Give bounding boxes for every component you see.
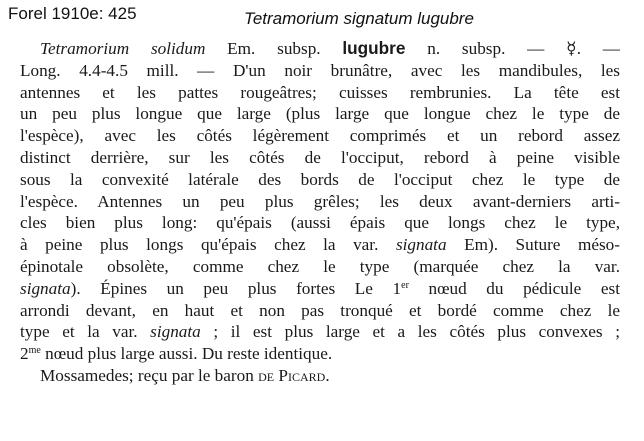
- text-line-15: $2^{me}$ nœud plus large aussi. Du reste identique.: [20, 344, 333, 364]
- description-text: [20, 38, 620, 387]
- text-line-2: Long. 4.4-4.5 mill. — D'un noir brunâtre, avec les mandibules, les: [20, 60, 620, 80]
- text-line-13: arrondi devant, en haut et non pas tronqué et bordé comme chez le: [20, 300, 620, 320]
- collector-name: de Picard: [258, 365, 326, 385]
- text-line-6: distinct derrière, sur les côtés de l'occiput, rebord à peine visible: [20, 147, 620, 167]
- text-line-3: antennes et les pattes rougeâtres; cuisses rembrunies. La tête est: [20, 82, 620, 102]
- text-line-1: Tetramorium solidum Em. subsp. lugubre n. subsp. — ☿. —: [40, 38, 620, 58]
- subspecies-name: lugubre: [342, 38, 406, 58]
- text-line-5: l'espèce), avec les côtés légèrement comprimés et un rebord assez: [20, 126, 620, 146]
- text-line-9: cles bien plus long: qu'épais (aussi épais que longs chez le type,: [20, 213, 620, 233]
- text-line-10: à peine plus longs qu'épais chez la var. signata Em). Suture méso-: [20, 235, 620, 255]
- text-line-7: sous la convexité latérale des bords de l'occiput chez le type de: [20, 169, 620, 189]
- text-line-8: l'espèce. Antennes un peu plus grêles; les deux avant-derniers arti-: [20, 191, 620, 211]
- species-name: Tetramorium solidum: [40, 39, 206, 58]
- citation-header: Forel 1910e: 425: [8, 4, 137, 23]
- text-line-11: épinotale obsolète, comme chez le type (marquée chez la var.: [20, 256, 620, 276]
- taxon-header: Tetramorium signatum lugubre: [244, 9, 474, 28]
- text-line-16: Mossamedes; reçu par le baron de Picard.: [40, 365, 330, 385]
- text-line-12: signata). Épines un peu plus fortes Le 1er nœud du pédicule est: [20, 278, 620, 298]
- text-line-4: un peu plus longue que large (plus large que longue chez le type de: [20, 104, 620, 124]
- text-line-14: type et la var. signata ; il est plus large et a les côtés plus convexes ;: [20, 322, 620, 342]
